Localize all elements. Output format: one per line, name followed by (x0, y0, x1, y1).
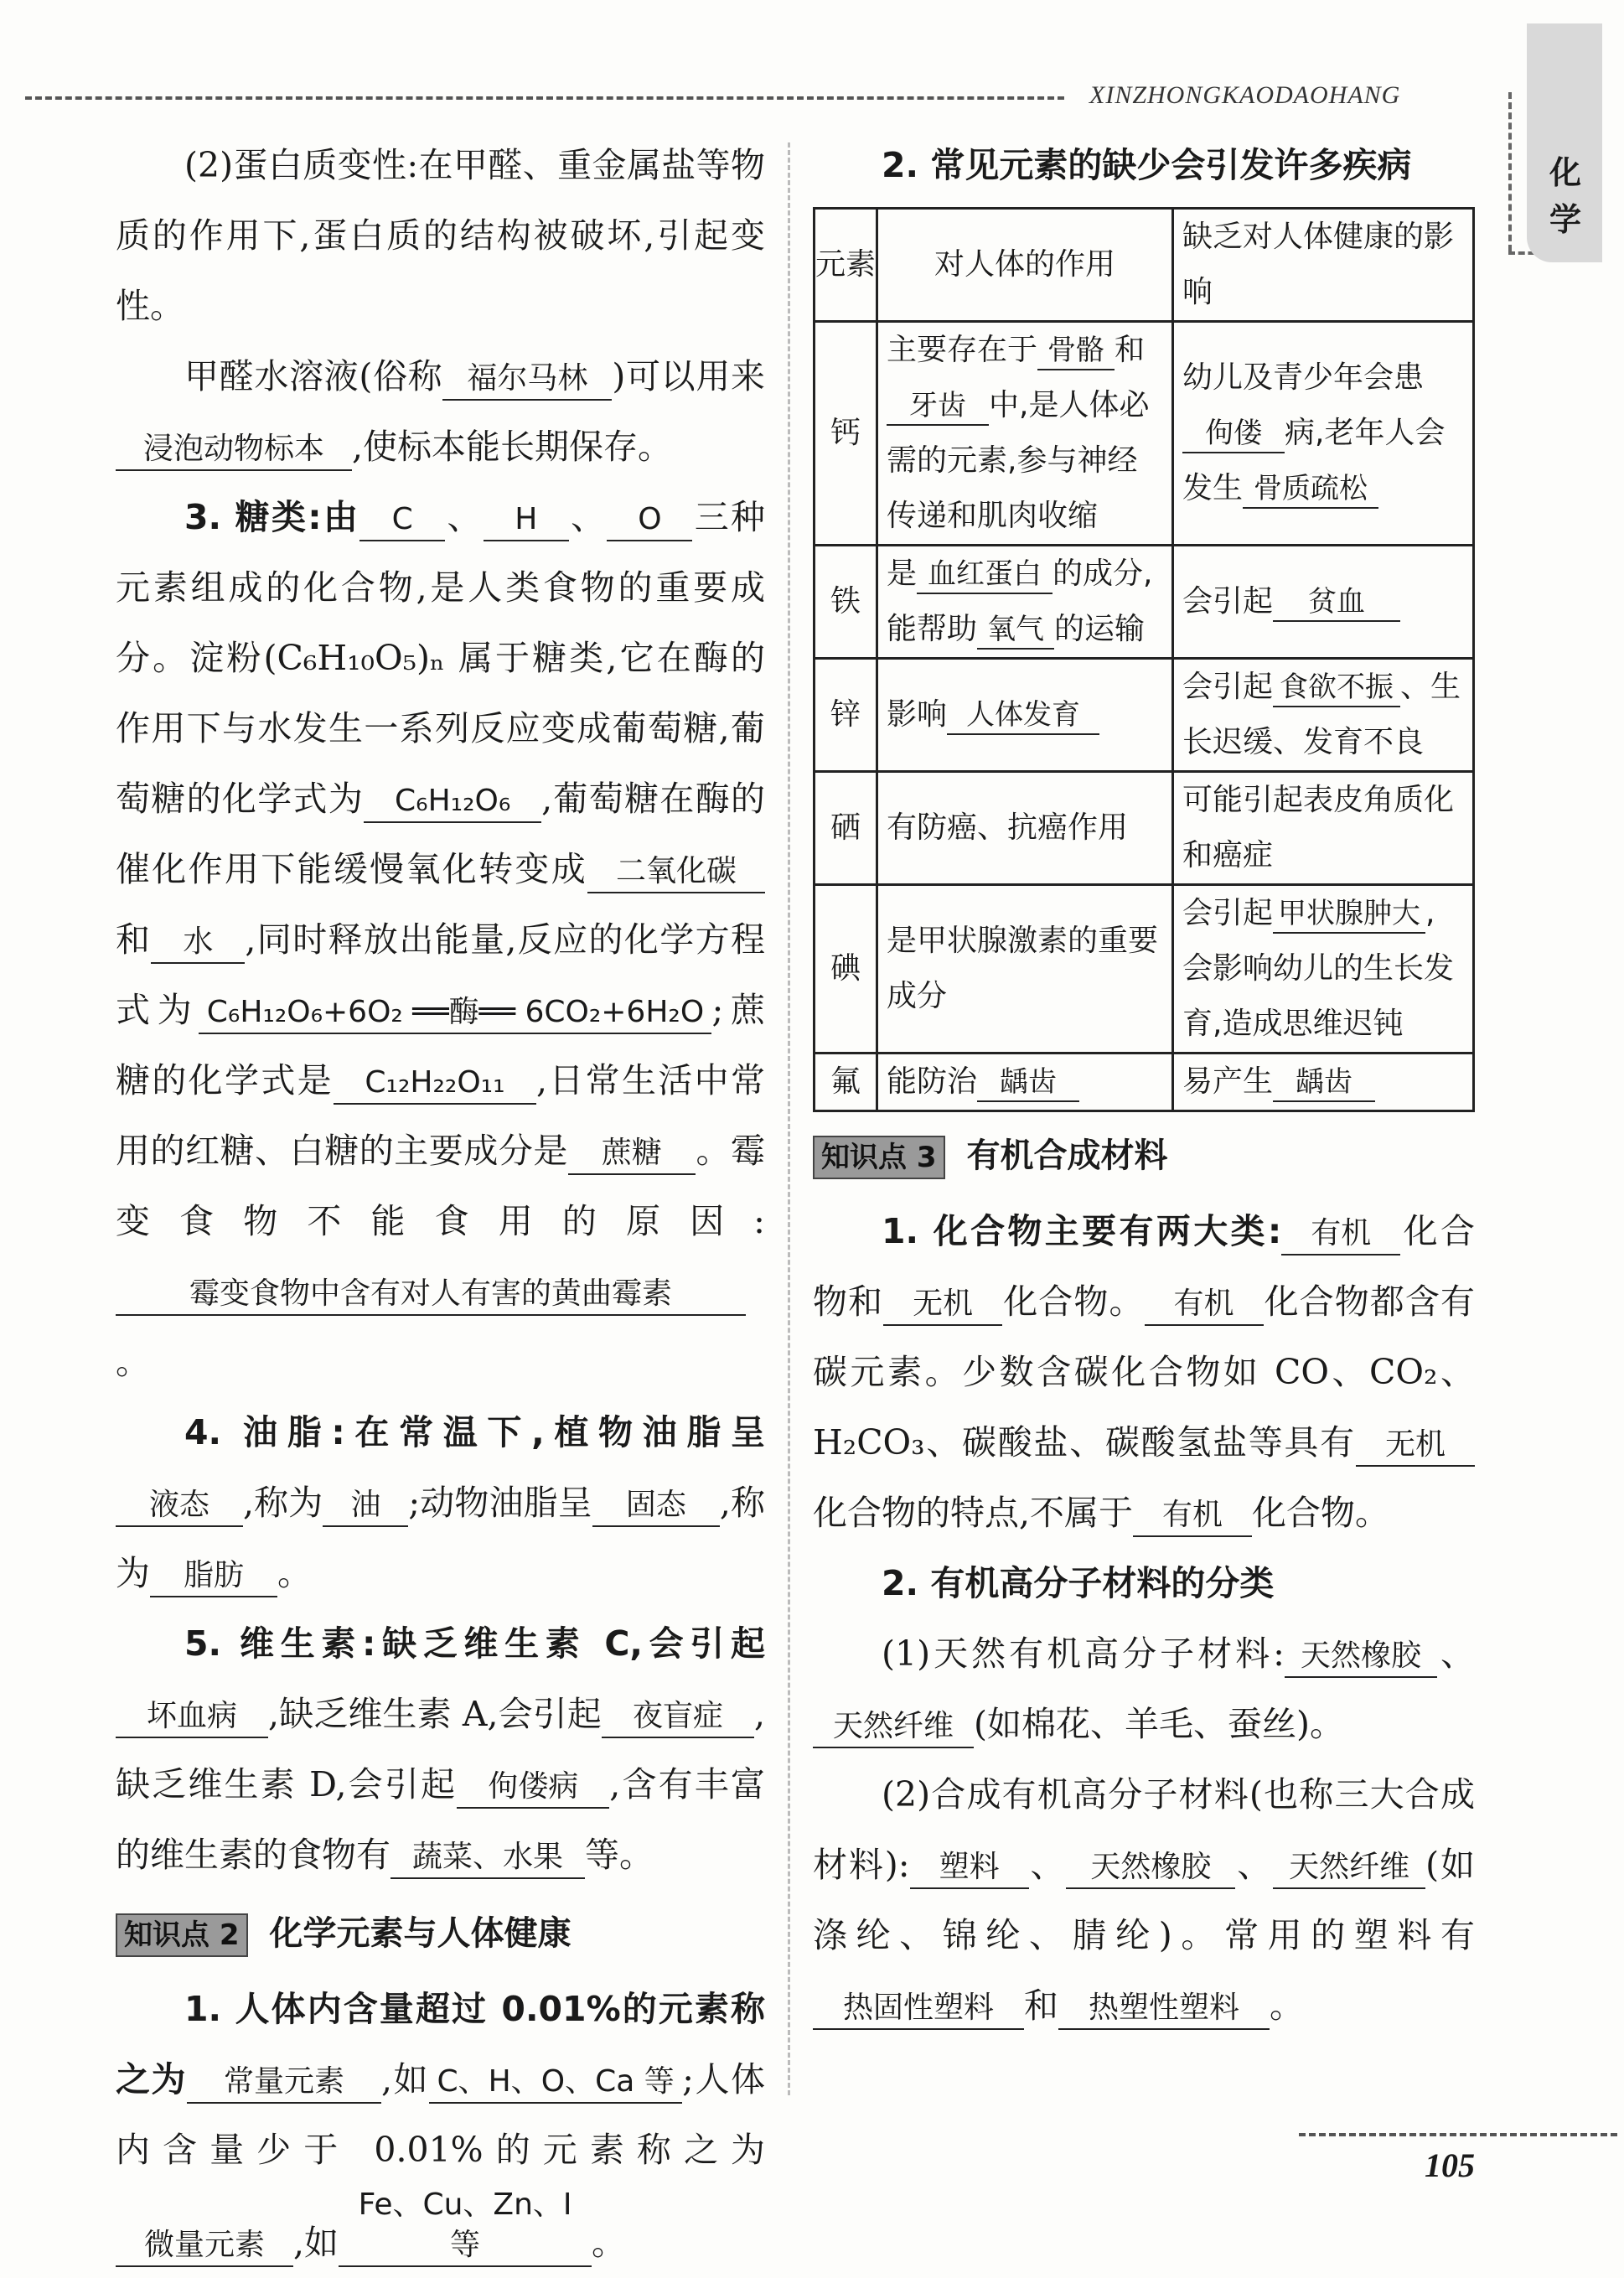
blank-answer: 天然橡胶 (1285, 1636, 1437, 1678)
blank-answer: Fe、Cu、Zn、I 等 (339, 2185, 592, 2267)
right-column (813, 130, 1475, 2041)
blank-answer: 无机 (883, 1284, 1002, 1326)
element-cell: 氟 (815, 1054, 877, 1111)
blank-answer: 塑料 (910, 1847, 1029, 1889)
table-intro: 2. 常见元素的缺少会引发许多疾病 (882, 145, 1412, 185)
blank-answer: 坏血病 (116, 1696, 268, 1738)
blank-answer: C₆H₁₂O₆ (364, 781, 541, 823)
blank-answer: O (607, 500, 692, 541)
blank-answer: C₁₂H₂₂O₁₁ (334, 1063, 536, 1105)
blank-answer: 血红蛋白 (917, 556, 1052, 594)
role-cell: 是 血红蛋白 的成分,能帮助 氧气 的运输 (877, 546, 1173, 659)
para-compounds: 1. 化合物主要有两大类: 有机 化合物和 无机 化合物。 有机 化合物都含有碳元素。少数含碳化合物如 CO、CO₂、H₂CO₃、碳酸盐、碳酸氢盐等具有 无机化合物的特点,不属于 有机 化合物。 (813, 1196, 1475, 1548)
element-cell: 铁 (815, 546, 877, 659)
blank-answer: 牙齿 (887, 387, 989, 426)
role-cell: 主要存在于 骨骼 和牙齿 中,是人体必需的元素,参与神经传递和肌肉收缩 (877, 322, 1173, 546)
role-cell: 有防癌、抗癌作用 (877, 772, 1173, 885)
blank-answer: 二氧化碳 (587, 852, 765, 893)
header-title: XINZHONGKAODAOHANG (1089, 81, 1401, 109)
para-synthetic-polymers: (2)合成有机高分子材料(也称三大合成材料): 塑料 、 天然橡胶 、 天然纤维 (如涤纶、锦纶、腈纶)。常用的塑料有热固性塑料 和 热塑性塑料 。 (813, 1759, 1475, 2041)
blank-answer: 夜盲症 (602, 1696, 754, 1738)
table-row (815, 1054, 1474, 1111)
blank-answer: 龋齿 (1273, 1064, 1375, 1102)
knowledge-point-tag: 知识点 2 (116, 1913, 248, 1957)
knowledge-point-tag: 知识点 3 (813, 1136, 945, 1179)
blank-answer: 脂肪 (150, 1556, 277, 1597)
element-cell: 锌 (815, 659, 877, 772)
blank-answer: 天然纤维 (1273, 1847, 1425, 1889)
para-polymer-classification: 2. 有机高分子材料的分类 (882, 1563, 1275, 1603)
blank-answer: 贫血 (1273, 583, 1400, 622)
blank-answer: 甲状腺肿大 (1273, 895, 1425, 934)
table-header-cell: 元素 (815, 209, 877, 322)
blank-answer: 无机 (1356, 1425, 1475, 1467)
blank-answer: 佝偻病 (457, 1767, 609, 1809)
blank-answer: 浸泡动物标本 (116, 429, 352, 471)
blank-answer: 有机 (1133, 1495, 1252, 1537)
para-vitamins: 5. 维生素:缺乏维生素 C,会引起坏血病 ,缺乏维生素 A,会引起 夜盲症 ,缺乏维生素 D,会引起 佝偻病 ,含有丰富的维生素的食物有 蔬菜、水果 等。 (116, 1608, 765, 1890)
para-protein-denaturation: (2)蛋白质变性:在甲醛、重金属盐等物质的作用下,蛋白质的结构被破坏,引起变性。 (116, 145, 765, 326)
blank-answer: C (359, 500, 445, 541)
blank-answer: 液态 (116, 1485, 243, 1527)
blank-answer: 热固性塑料 (813, 1988, 1024, 2030)
blank-answer: 霉变食物中含有对人有害的黄曲霉素 (116, 1274, 746, 1316)
role-cell: 是甲状腺激素的重要成分 (877, 885, 1173, 1054)
subject-tab (1527, 23, 1602, 262)
para-carbohydrates: 3. 糖类:由 C 、 H 、 O 三种元素组成的化合物,是人类食物的重要成分。淀粉(C₆H₁₀O₅)ₙ 属于糖类,它在酶的作用下与水发生一系列反应变成葡萄糖,葡萄糖的化学式为 C₆H₁₂O₆ ,葡萄糖在酶的催化作用下能缓慢氧化转变成 二氧化碳和 水 ,同时释放出能量,反应的化学方程式为 C₆H₁₂O₆+6O₂ ══酶══ 6CO₂+6H₂O ;蔗糖的化学式是 C₁₂H₂₂O₁₁ ,日常生活中常用的红糖、白糖的主要成分是 蔗糖 。霉变食物不能食用的原因:霉变食物中含有对人有害的黄曲霉素。 (116, 497, 766, 1382)
effect-cell: 可能引起表皮角质化和癌症 (1173, 772, 1474, 885)
table-row (815, 772, 1474, 885)
left-column (116, 130, 765, 2278)
knowledge-point-title: 有机合成材料 (966, 1136, 1168, 1175)
knowledge-point-2-heading (116, 1908, 765, 1959)
blank-answer: H (484, 500, 569, 541)
blank-answer: C₆H₁₂O₆+6O₂ ══酶══ 6CO₂+6H₂O (199, 992, 711, 1034)
blank-answer: C、H、O、Ca 等 (429, 2062, 682, 2104)
page-number: 105 (1425, 2146, 1475, 2184)
element-cell: 碘 (815, 885, 877, 1054)
para-fats: 4. 油脂:在常温下,植物油脂呈液态 ,称为 油 ;动物油脂呈 固态 ,称为 脂肪 。 (116, 1397, 765, 1608)
blank-answer: 福尔马林 (442, 359, 612, 401)
element-cell: 硒 (815, 772, 877, 885)
blank-answer: 有机 (1281, 1214, 1400, 1255)
element-cell: 钙 (815, 322, 877, 546)
role-cell: 影响 人体发育 (877, 659, 1173, 772)
blank-answer: 热塑性塑料 (1058, 1988, 1270, 2030)
table-header-cell: 对人体的作用 (877, 209, 1173, 322)
blank-answer: 骨骼 (1037, 332, 1115, 370)
effect-cell: 易产生 龋齿 (1173, 1054, 1474, 1111)
blank-answer: 微量元素 (116, 2225, 293, 2267)
table-header-cell: 缺乏对人体健康的影响 (1173, 209, 1474, 322)
blank-answer: 有机 (1145, 1284, 1264, 1326)
knowledge-point-3-heading (813, 1131, 1475, 1181)
effect-cell: 会引起 食欲不振 、生长迟缓、发育不良 (1173, 659, 1474, 772)
para-natural-polymers: (1)天然有机高分子材料: 天然橡胶 、天然纤维 (如棉花、羊毛、蚕丝)。 (813, 1618, 1475, 1759)
blank-answer: 蔗糖 (568, 1133, 696, 1175)
table-row (815, 885, 1474, 1054)
side-dashed-rule (1508, 92, 1512, 251)
table-row (815, 546, 1474, 659)
para-formaldehyde: 甲醛水溶液(俗称 福尔马林 )可以用来浸泡动物标本 ,使标本能长期保存。 (116, 341, 765, 482)
blank-answer: 天然橡胶 (1066, 1847, 1235, 1889)
blank-answer: 蔬菜、水果 (390, 1837, 585, 1879)
blank-answer: 骨质疏松 (1243, 470, 1378, 509)
blank-answer: 常量元素 (187, 2062, 381, 2104)
table-row (815, 659, 1474, 772)
blank-answer: 天然纤维 (813, 1706, 974, 1748)
effect-cell: 会引起 贫血 (1173, 546, 1474, 659)
footer-dashed-rule (1299, 2133, 1617, 2136)
blank-answer: 佝偻 (1182, 415, 1285, 453)
blank-answer: 龋齿 (977, 1064, 1079, 1102)
knowledge-point-title: 化学元素与人体健康 (269, 1914, 572, 1953)
subject-label: 化学 (1549, 154, 1581, 238)
effect-cell: 会引起 甲状腺肿大 ,会影响幼儿的生长发育,造成思维迟钝 (1173, 885, 1474, 1054)
role-cell: 能防治 龋齿 (877, 1054, 1173, 1111)
blank-answer: 水 (151, 922, 245, 964)
table-row (815, 322, 1474, 546)
effect-cell: 幼儿及青少年会患佝偻 病,老年人会发生 骨质疏松 (1173, 322, 1474, 546)
blank-answer: 油 (323, 1485, 408, 1527)
blank-answer: 固态 (592, 1485, 720, 1527)
para-elements: 1. 人体内含量超过 0.01%的元素称之为 常量元素 ,如 C、H、O、Ca 等 ;人体内含量少于 0.01%的元素称之为微量元素 ,如Fe、Cu、Zn、I 等 。 (116, 1974, 765, 2278)
blank-answer: 氧气 (977, 611, 1054, 650)
element-health-table (813, 207, 1475, 1112)
header-dashed-rule (25, 96, 1064, 100)
blank-answer: 人体发育 (947, 696, 1099, 735)
blank-answer: 食欲不振 (1273, 669, 1400, 707)
table-header-row (815, 209, 1474, 322)
column-divider (788, 142, 790, 2095)
